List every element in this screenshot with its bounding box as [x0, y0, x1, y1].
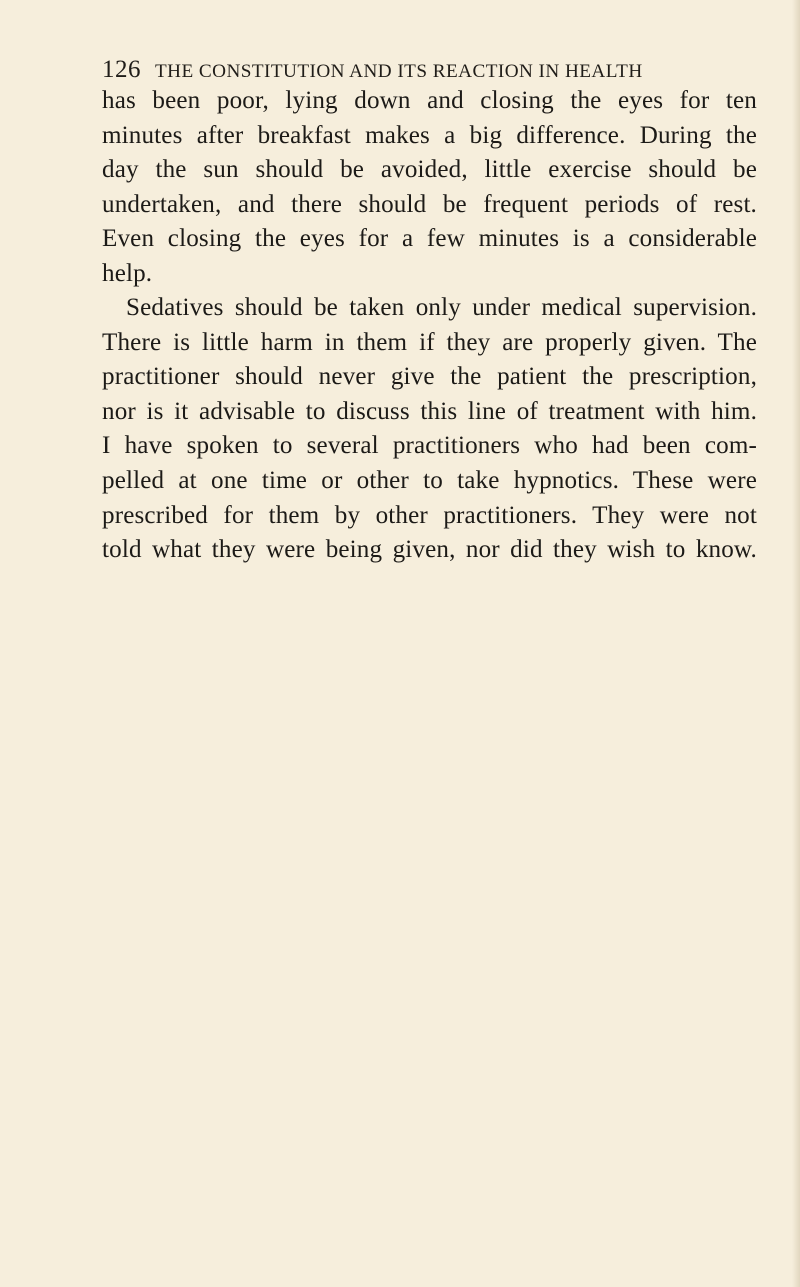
text-line: There is little harm in them if they are properly given. The — [102, 328, 757, 356]
paragraph-continuation — [102, 84, 757, 291]
text-line: minutes after breakfast makes a big difference. During the — [102, 121, 757, 149]
text-line: Sedatives should be taken only under medical supervision. — [126, 294, 757, 322]
text-line: undertaken, and there should be frequent periods of rest. — [102, 190, 757, 218]
paragraph-sedatives — [102, 291, 757, 567]
text-line: Even closing the eyes for a few minutes is a considerable — [102, 225, 757, 253]
page-edge-shadow — [792, 0, 800, 1287]
running-title: THE CONSTITUTION AND ITS REACTION IN HEALTH — [155, 61, 643, 82]
text-line: nor is it advisable to discuss this line of treatment with him. — [102, 397, 757, 425]
page-number: 126 — [102, 56, 141, 83]
body-text — [102, 84, 757, 568]
text-line: practitioner should never give the patient the prescription, — [102, 363, 757, 391]
text-line: I have spoken to several practitioners who had been com- — [102, 432, 757, 460]
text-line: has been poor, lying down and closing the eyes for ten — [102, 87, 757, 114]
running-head — [102, 56, 712, 86]
text-line: told what they were being given, nor did they wish to know. — [102, 536, 757, 564]
text-line: prescribed for them by other practitioners. They were not — [102, 501, 757, 529]
text-line: day the sun should be avoided, little exercise should be — [102, 156, 757, 184]
text-line: pelled at one time or other to take hypnotics. These were — [102, 467, 757, 495]
text-line: help. — [102, 259, 153, 287]
